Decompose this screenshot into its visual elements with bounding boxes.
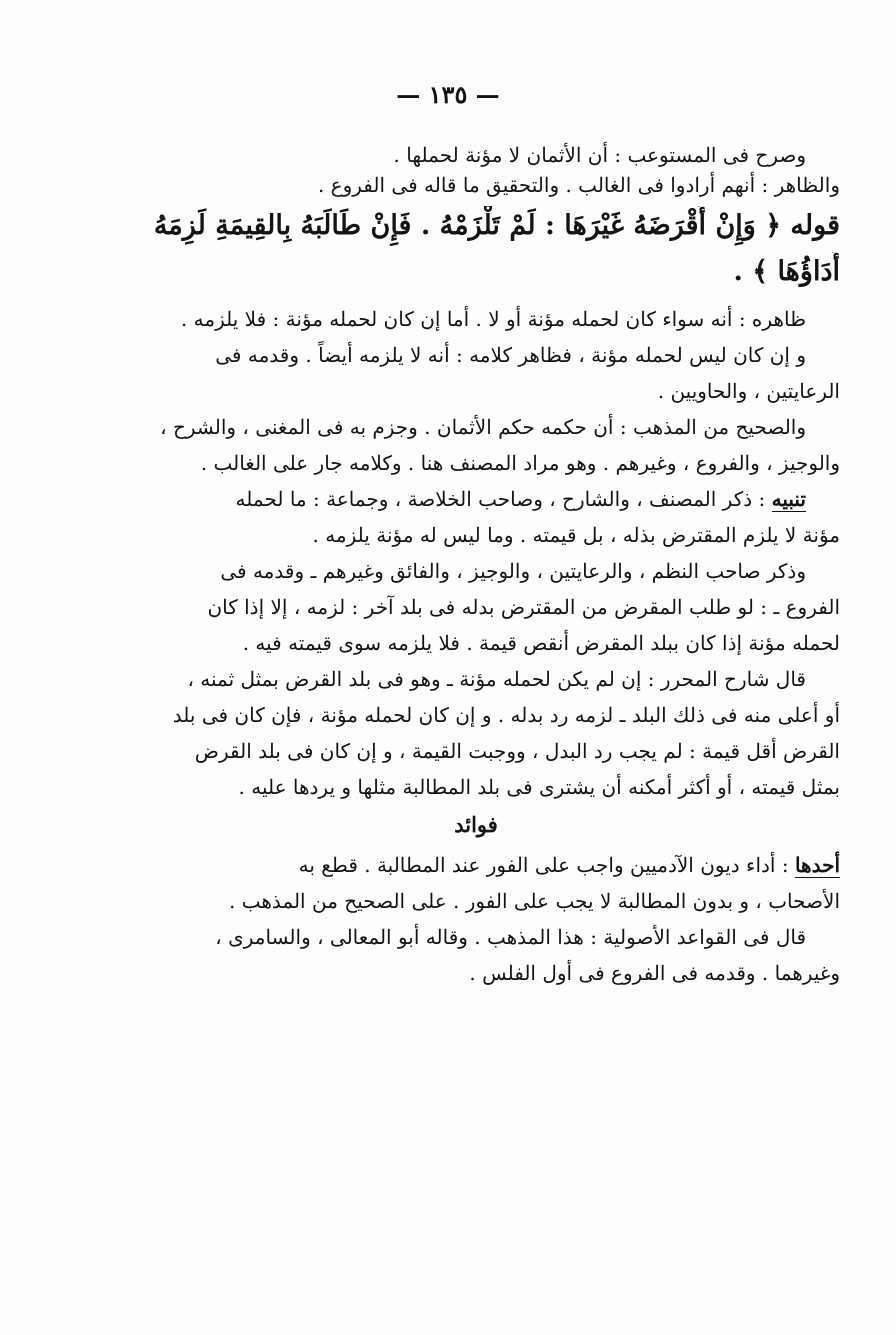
text-line: الأصحاب ، و بدون المطالبة لا يجب على الفور . على الصحيح من المذهب . (229, 889, 840, 913)
quoted-verse-line: قوله ﴿ وَإِنْ أَقْرَضَهُ غَيْرَهَا : لَمْ تَلْزَمْهُ . فَإِنْ طَالَبَهُ بِالقِيمَةِ لَزِمَهُ (153, 210, 840, 241)
text-line: و إن كان ليس لحمله مؤنة ، فظاهر كلامه : أنه لا يلزمه أيضاً . وقدمه فى (215, 343, 806, 367)
section-heading: فوائد (454, 812, 498, 837)
text-fragment: : أداء ديون الآدميين واجب على الفور عند المطالبة . قطع به (298, 853, 789, 877)
page-number: — ١٣٥ — (396, 80, 500, 109)
text-line: الرعايتين ، والحاويين . (657, 379, 840, 403)
text-line: الفروع ـ : لو طلب المقرض من المقترض بدله فى بلد آخر : لزمه ، إلا إذا كان (207, 595, 840, 619)
text-line: والصحيح من المذهب : أن حكمه حكم الأثمان . وجزم به فى المغنى ، والشرح ، (160, 415, 806, 439)
text-line: لحمله مؤنة إذا كان ببلد المقرض أنقص قيمة . فلا يلزمه سوى قيمته فيه . (242, 631, 840, 655)
main-text (112, 140, 840, 988)
text-line (112, 850, 840, 880)
text-line: القرض أقل قيمة : لم يجب رد البدل ، ووجبت القيمة ، و إن كان فى بلد القرض (194, 739, 840, 763)
text-line: والوجيز ، والفروع ، وغيرهم . وهو مراد المصنف هنا . وكلامه جار على الغالب . (200, 451, 840, 475)
keyword-tanbih: تنبيه (771, 487, 806, 511)
text-line: أو أعلى منه فى ذلك البلد ـ لزمه رد بدله . و إن كان لحمله مؤنة ، فإن كان فى بلد (172, 703, 840, 727)
keyword-ahaduha: أحدها (794, 853, 840, 877)
text-line: وذكر صاحب النظم ، والرعايتين ، والوجيز ، والفائق وغيرهم ـ وقدمه فى (220, 559, 806, 583)
text-line (112, 484, 840, 514)
text-line: وصرح فى المستوعب : أن الأثمان لا مؤنة لحملها . (393, 143, 806, 167)
text-line: قال شارح المحرر : إن لم يكن لحمله مؤنة ـ وهو فى بلد القرض بمثل ثمنه ، (187, 667, 806, 691)
text-line: قال فى القواعد الأصولية : هذا المذهب . وقاله أبو المعالى ، والسامرى ، (215, 925, 806, 949)
text-line: والظاهر : أنهم أرادوا فى الغالب . والتحقيق ما قاله فى الفروع . (317, 173, 840, 197)
text-line: وغيرهما . وقدمه فى الفروع فى أول الفلس . (469, 961, 840, 985)
quoted-verse-line: أَدَاؤُهَا ﴾ . (733, 256, 840, 287)
text-line: ظاهره : أنه سواء كان لحمله مؤنة أو لا . أما إن كان لحمله مؤنة : فلا يلزمه . (180, 307, 806, 331)
text-fragment: : ذكر المصنف ، والشارح ، وصاحب الخلاصة ، وجماعة : ما لحمله (235, 487, 766, 511)
text-line: بمثل قيمته ، أو أكثر أمكنه أن يشترى فى بلد المطالبة مثلها و يردها عليه . (238, 775, 840, 799)
text-line: مؤنة لا يلزم المقترض بذله ، بل قيمته . وما ليس له مؤنة يلزمه . (312, 523, 840, 547)
